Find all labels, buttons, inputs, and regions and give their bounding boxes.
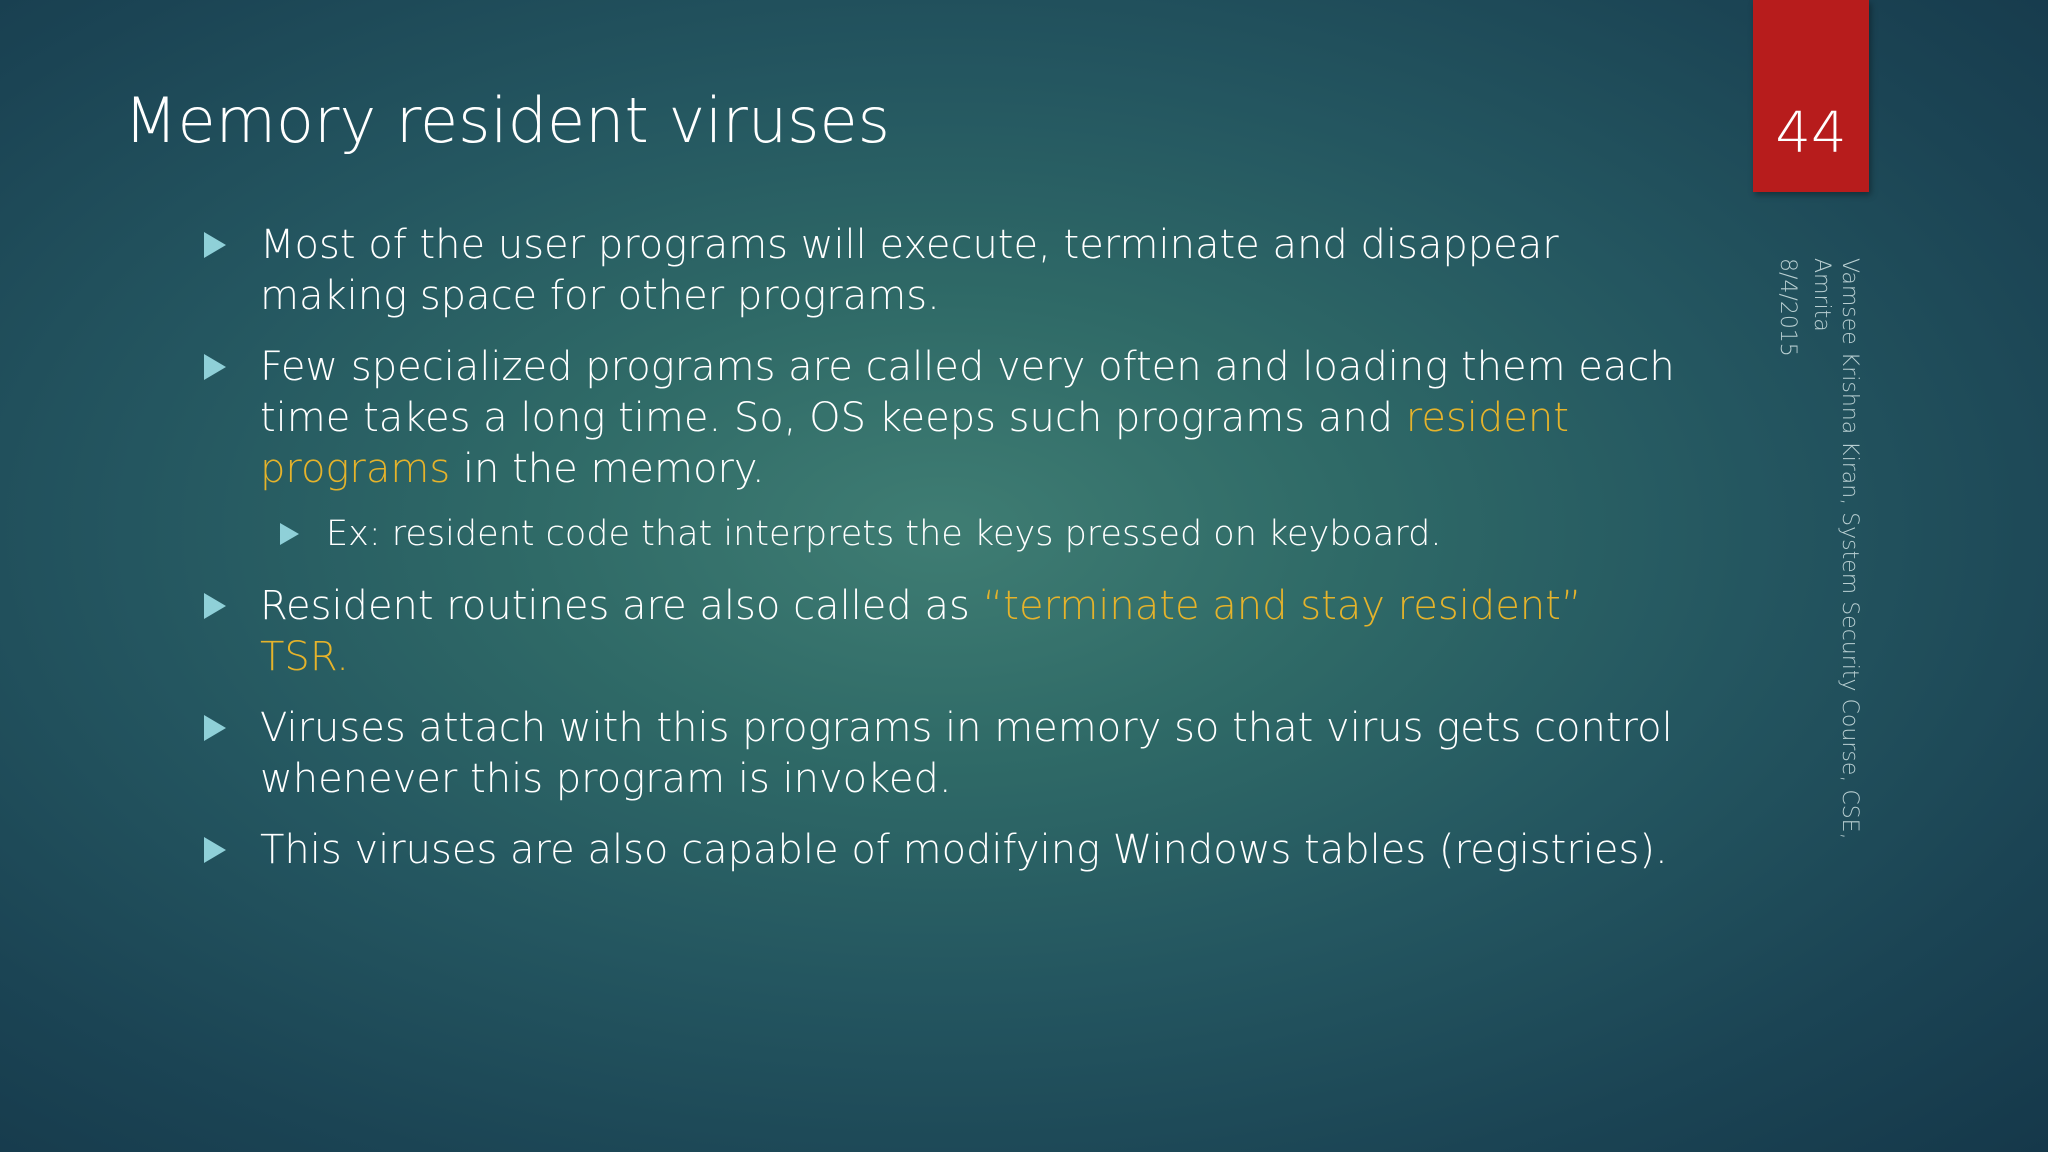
bullet-triangle-icon bbox=[204, 232, 226, 258]
sub-bullet-item bbox=[200, 511, 1680, 557]
bullet-item bbox=[200, 342, 1680, 495]
bullet-highlight-text: resident programs bbox=[260, 395, 1569, 492]
bullet-list bbox=[200, 220, 1680, 896]
sub-bullet-triangle-icon bbox=[280, 523, 299, 545]
bullet-text: in the memory. bbox=[450, 446, 765, 492]
bullet-text: Most of the user programs will execute, terminate and disappear making space for other programs. bbox=[260, 222, 1559, 319]
bullet-highlight-text: “terminate and stay resident” TSR. bbox=[260, 583, 1582, 680]
page-number: 44 bbox=[1775, 101, 1847, 166]
bullet-triangle-icon bbox=[204, 837, 226, 863]
bullet-text: Viruses attach with this programs in memory so that virus gets control whenever this program is invoked. bbox=[260, 705, 1673, 802]
footer-author: Vamsee Krishna Kiran, System Security Course, CSE, bbox=[1837, 258, 1862, 840]
slide-title: Memory resident viruses bbox=[124, 84, 890, 157]
bullet-item bbox=[200, 581, 1680, 683]
bullet-text: Few specialized programs are called very often and loading them each time takes a long time. So, OS keeps such programs and bbox=[260, 344, 1675, 441]
bullet-item bbox=[200, 220, 1680, 322]
sub-bullet-text: Ex: resident code that interprets the keys pressed on keyboard. bbox=[326, 514, 1442, 554]
bullet-triangle-icon bbox=[204, 354, 226, 380]
slide-footer bbox=[1772, 258, 1882, 858]
footer-author-continued: Amrita bbox=[1809, 258, 1834, 332]
page-number-badge bbox=[1753, 0, 1869, 192]
bullet-text: Resident routines are also called as bbox=[260, 583, 983, 629]
bullet-item bbox=[200, 825, 1680, 876]
bullet-item bbox=[200, 703, 1680, 805]
bullet-triangle-icon bbox=[204, 715, 226, 741]
footer-date: 8/4/2015 bbox=[1775, 258, 1800, 357]
bullet-triangle-icon bbox=[204, 593, 226, 619]
bullet-text: This viruses are also capable of modifying Windows tables (registries). bbox=[260, 827, 1668, 873]
